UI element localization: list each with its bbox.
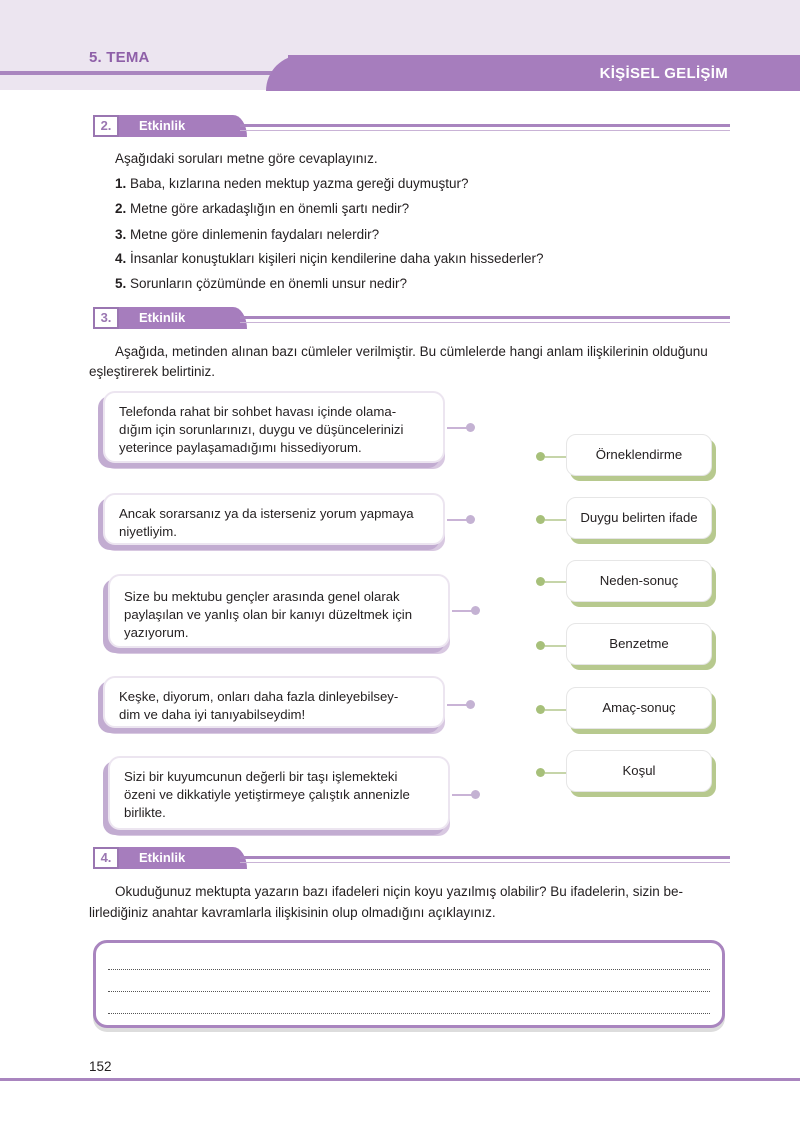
answer-5-connector: [545, 709, 567, 711]
theme-underline: [0, 71, 290, 75]
question-5: 5. Sorunların çözümünde en önemli unsur nedir?: [115, 276, 407, 291]
sentence-box-2: Ancak sorarsanız ya da isterseniz yorum yapmaya niyetliyim.: [103, 493, 445, 545]
sentence-1-match-dot[interactable]: [466, 423, 475, 432]
section-4-number: 4.: [93, 847, 119, 869]
chapter-title: KİŞİSEL GELİŞİM: [599, 65, 728, 82]
section-3-number: 3.: [93, 307, 119, 329]
answer-3-connector: [545, 581, 567, 583]
section-2-rule-thin: [240, 130, 730, 131]
answer-6-connector: [545, 772, 567, 774]
footer-rule: [0, 1078, 800, 1081]
question-1: 1. Baba, kızlarına neden mektup yazma gereği duymuştur?: [115, 176, 469, 191]
sentence-box-4: Keşke, diyorum, onları daha fazla dinleyebilsey- dim ve daha iyi tanıyabilseydim!: [103, 676, 445, 728]
answer-1-match-dot[interactable]: [536, 452, 545, 461]
answer-5-match-dot[interactable]: [536, 705, 545, 714]
sentence-4-match-dot[interactable]: [466, 700, 475, 709]
answer-box-6: Koşul: [566, 750, 712, 792]
section-3-intro-line-1: Aşağıda, metinden alınan bazı cümleler verilmiştir. Bu cümlelerde hangi anlam ilişkilerinin olduğunu: [115, 344, 708, 359]
answer-4-connector: [545, 645, 567, 647]
section-3-rule: [240, 316, 730, 319]
question-2: 2. Metne göre arkadaşlığın en önemli şartı nedir?: [115, 201, 410, 216]
answer-6-match-dot[interactable]: [536, 768, 545, 777]
writing-line-1[interactable]: [108, 969, 710, 970]
question-4: 4. İnsanlar konuştukları kişileri niçin kendilerine daha yakın hissederler?: [115, 251, 544, 266]
section-2-rule: [240, 124, 730, 127]
writing-line-2[interactable]: [108, 991, 710, 992]
writing-line-3[interactable]: [108, 1013, 710, 1014]
sentence-5-match-dot[interactable]: [471, 790, 480, 799]
section-4-intro-line-1: Okuduğunuz mektupta yazarın bazı ifadeleri niçin koyu yazılmış olabilir? Bu ifadelerin, sizin be-: [115, 884, 684, 899]
answer-2-match-dot[interactable]: [536, 515, 545, 524]
answer-box-2: Duygu belirten ifade: [566, 497, 712, 539]
sentence-3-match-dot[interactable]: [471, 606, 480, 615]
section-2-number: 2.: [93, 115, 119, 137]
answer-3-match-dot[interactable]: [536, 577, 545, 586]
answer-2-connector: [545, 519, 567, 521]
section-4-label: Etkinlik: [119, 847, 247, 869]
answer-box-1: Örneklendirme: [566, 434, 712, 476]
answer-box-4: Benzetme: [566, 623, 712, 665]
section-4-rule: [240, 856, 730, 859]
page-number: 152: [89, 1059, 112, 1074]
sentence-2-match-dot[interactable]: [466, 515, 475, 524]
section-2-label: Etkinlik: [119, 115, 247, 137]
answer-4-match-dot[interactable]: [536, 641, 545, 650]
section-3-intro-line-2: eşleştirerek belirtiniz.: [89, 364, 216, 379]
theme-label: 5. TEMA: [89, 49, 150, 66]
answer-writing-box[interactable]: [93, 940, 725, 1028]
section-3-rule-thin: [240, 322, 730, 323]
section-4-rule-thin: [240, 862, 730, 863]
answer-box-5: Amaç-sonuç: [566, 687, 712, 729]
sentence-box-1: Telefonda rahat bir sohbet havası içinde olama- dığım için sorunlarınızı, duygu ve düşüncelerinizi yeterince paylaşamadığımı hissediyorum.: [103, 391, 445, 463]
sentence-box-5: Sizi bir kuyumcunun değerli bir taşı işlemekteki özeni ve dikkatiyle yetiştirmeye çalıştık annenizle birlikte.: [108, 756, 450, 830]
sentence-box-3: Size bu mektubu gençler arasında genel olarak paylaşılan ve yanlış olan bir kanıyı düzeltmek için yazıyorum.: [108, 574, 450, 648]
section-3-label: Etkinlik: [119, 307, 247, 329]
section-2-intro: Aşağıdaki soruları metne göre cevaplayınız.: [115, 151, 378, 166]
answer-box-3: Neden-sonuç: [566, 560, 712, 602]
section-4-intro-line-2: lirlediğiniz anahtar kavramlarla ilişkisinin olup olmadığını açıklayınız.: [89, 905, 496, 920]
answer-1-connector: [545, 456, 567, 458]
question-3: 3. Metne göre dinlemenin faydaları nelerdir?: [115, 227, 380, 242]
